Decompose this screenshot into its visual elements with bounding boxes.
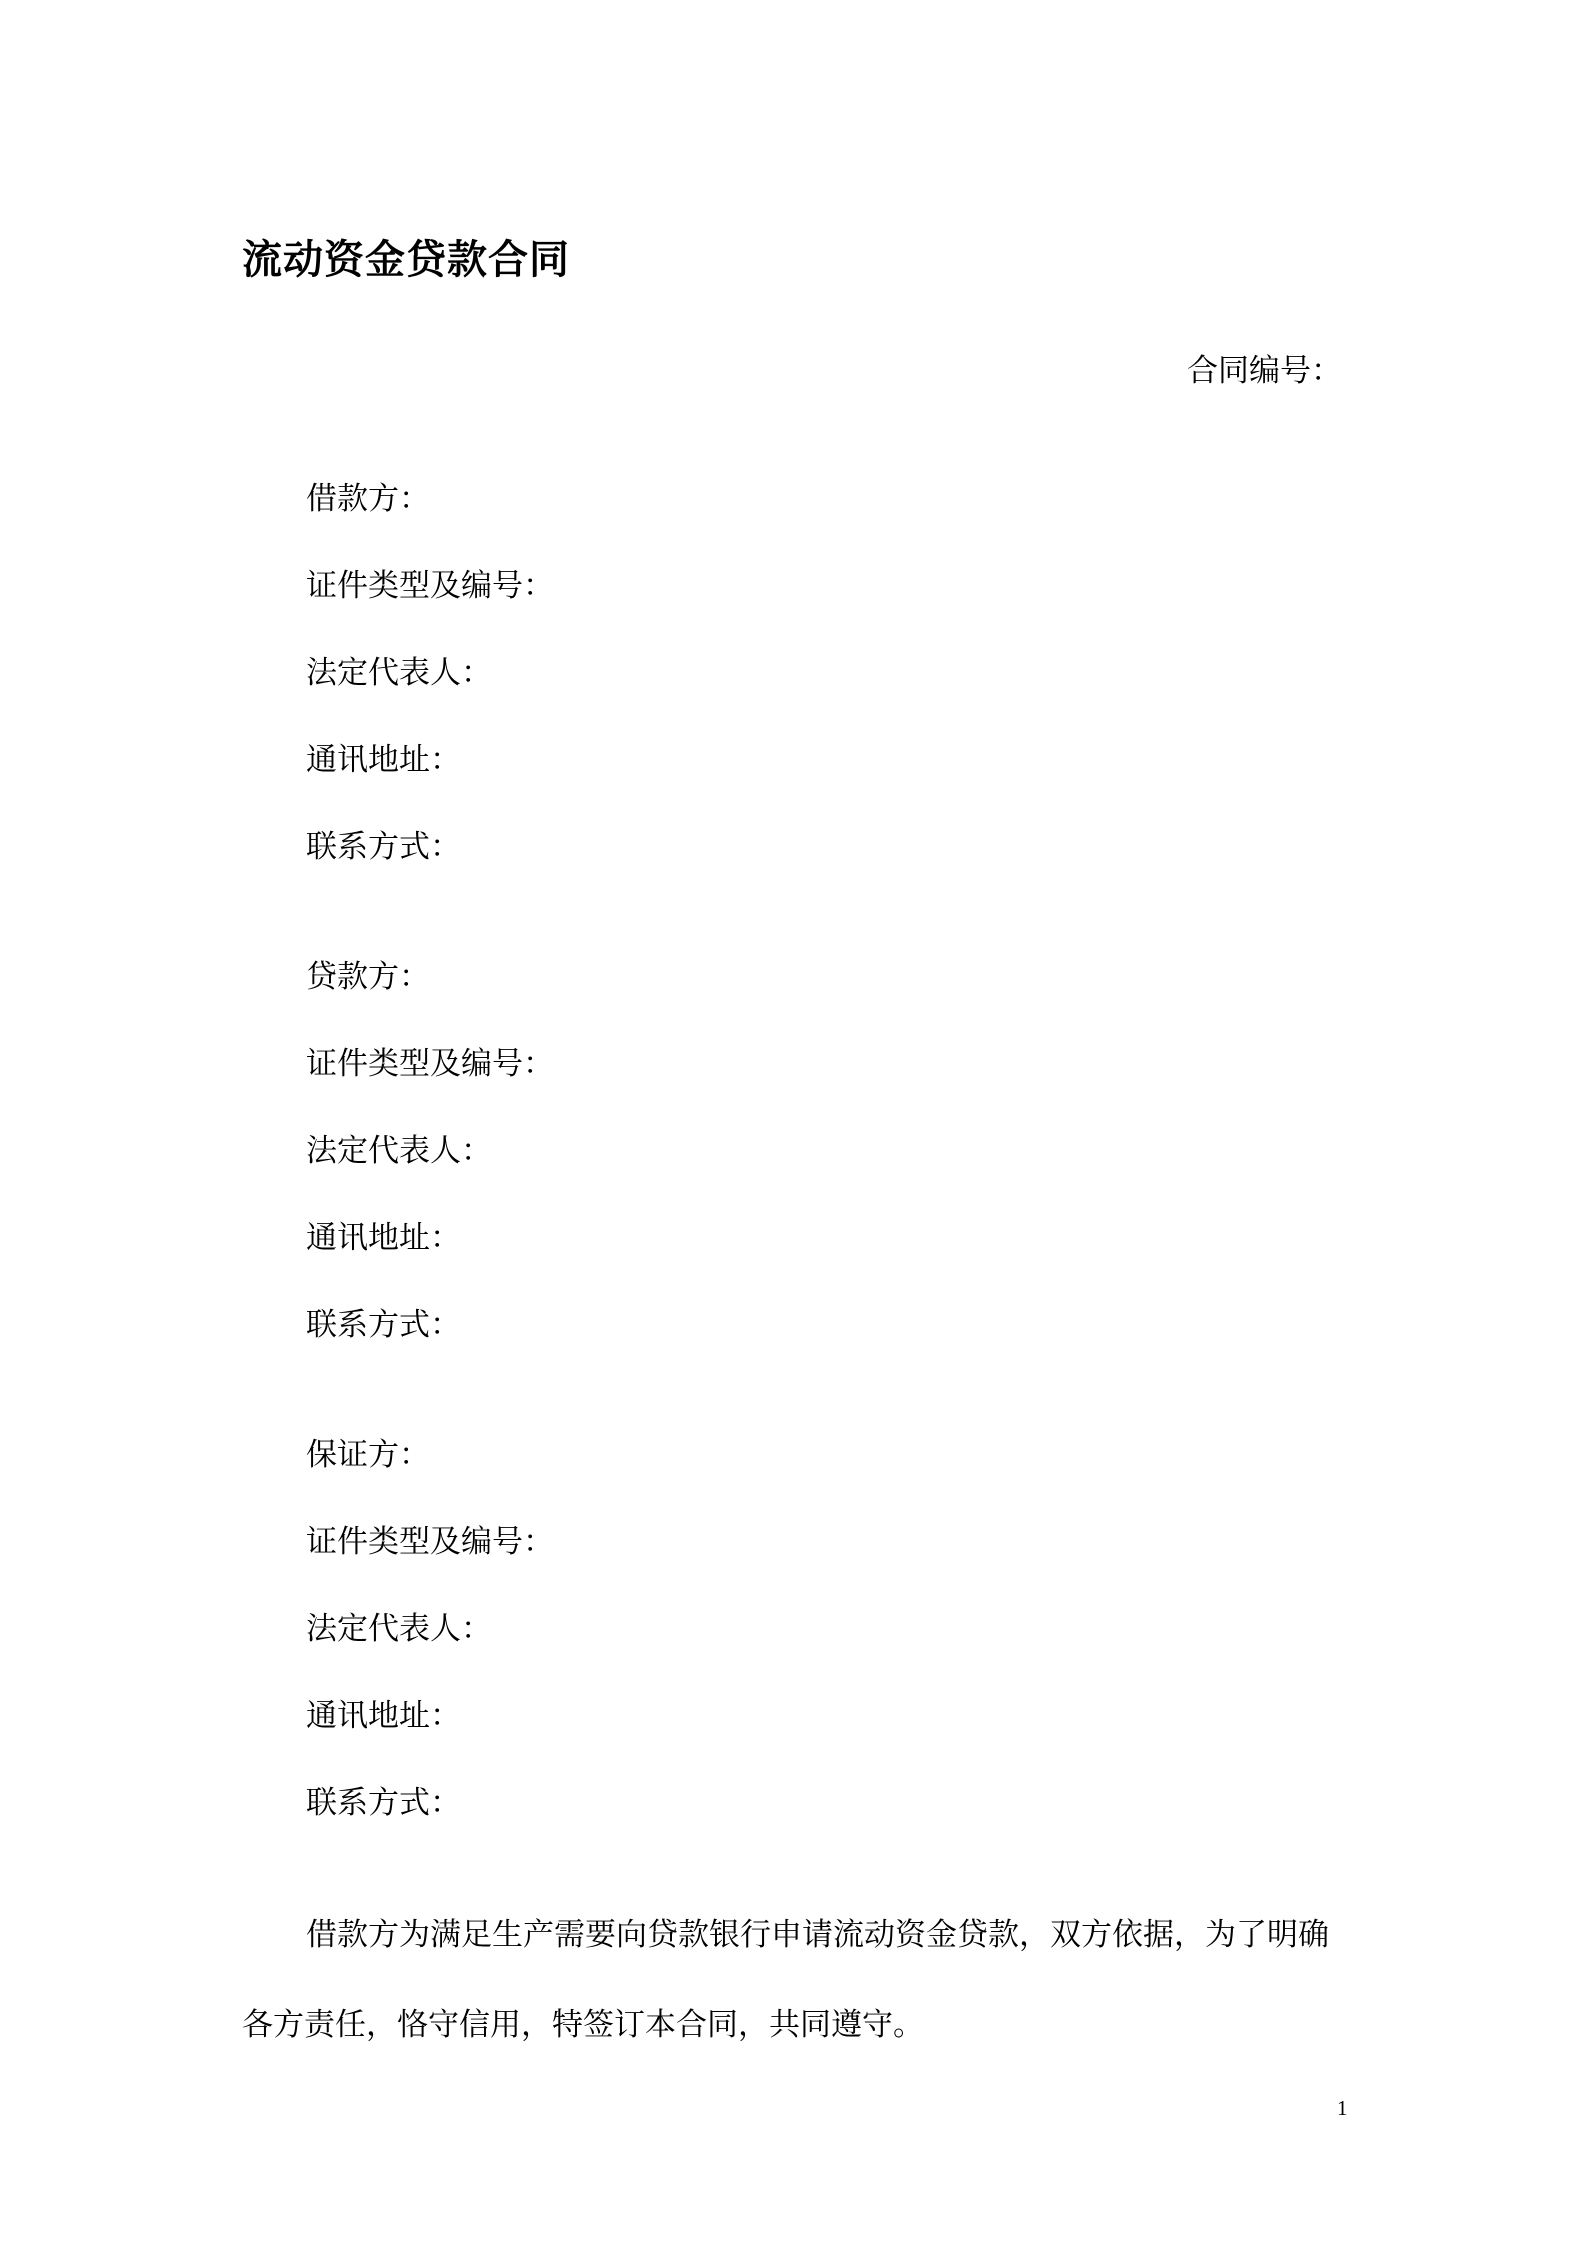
borrower-role-label: 借款方： bbox=[306, 481, 430, 517]
borrower-legal-rep-label: 法定代表人： bbox=[306, 655, 492, 691]
lender-address-label: 通讯地址： bbox=[306, 1220, 461, 1256]
guarantor-id-label: 证件类型及编号： bbox=[306, 1524, 554, 1560]
intro-line-2: 各方责任，恪守信用，特签订本合同，共同遵守。 bbox=[242, 2007, 924, 2043]
guarantor-address-label: 通讯地址： bbox=[306, 1698, 461, 1734]
lender-legal-rep-label: 法定代表人： bbox=[306, 1133, 492, 1169]
lender-id-label: 证件类型及编号： bbox=[306, 1046, 554, 1082]
intro-line-1: 借款方为满足生产需要向贷款银行申请流动资金贷款，双方依据，为了明确 bbox=[306, 1917, 1329, 1953]
guarantor-contact-label: 联系方式： bbox=[306, 1785, 461, 1821]
borrower-id-label: 证件类型及编号： bbox=[306, 568, 554, 604]
lender-section bbox=[306, 955, 1306, 1390]
borrower-section bbox=[306, 477, 1306, 912]
borrower-address-label: 通讯地址： bbox=[306, 742, 461, 778]
guarantor-role-label: 保证方： bbox=[306, 1437, 430, 1473]
lender-contact-label: 联系方式： bbox=[306, 1307, 461, 1343]
guarantor-legal-rep-label: 法定代表人： bbox=[306, 1611, 492, 1647]
document-title: 流动资金贷款合同 bbox=[242, 237, 570, 283]
lender-role-label: 贷款方： bbox=[306, 959, 430, 995]
page-number: 1 bbox=[1337, 2096, 1348, 2120]
guarantor-section bbox=[306, 1433, 1306, 1868]
intro-paragraph bbox=[242, 1913, 1362, 2093]
borrower-contact-label: 联系方式： bbox=[306, 829, 461, 865]
contract-number-label: 合同编号： bbox=[1187, 353, 1342, 389]
